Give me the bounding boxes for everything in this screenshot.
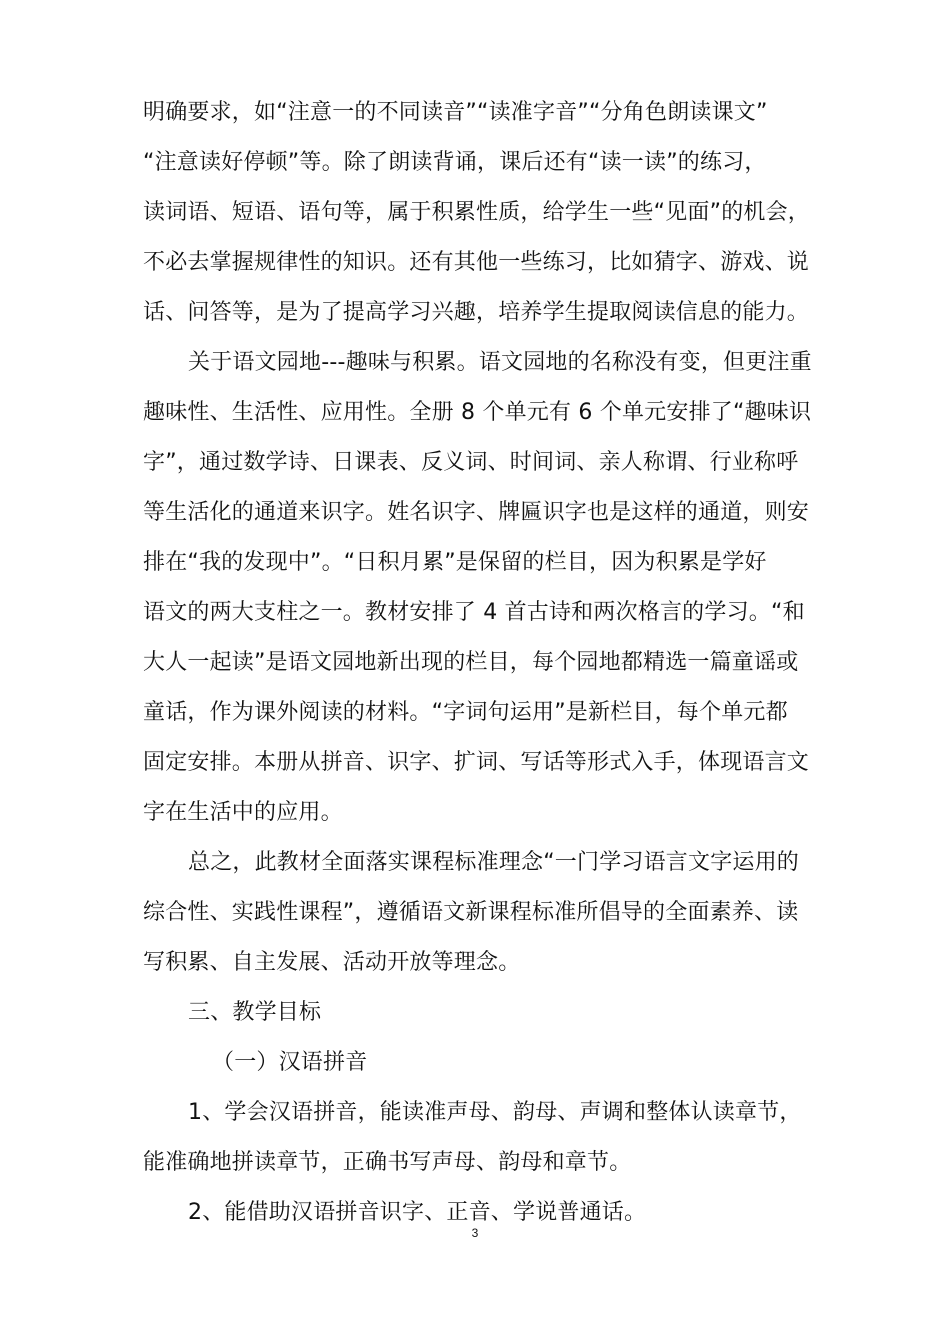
- paragraph-line: 字”，通过数学诗、日课表、反义词、时间词、亲人称谓、行业称呼: [143, 450, 799, 475]
- section-heading: 三、教学目标: [188, 1000, 322, 1025]
- paragraph-line: 不必去掌握规律性的知识。还有其他一些练习，比如猜字、游戏、说: [143, 250, 810, 275]
- paragraph-line: 字在生活中的应用。: [143, 800, 343, 825]
- subsection-heading: （一）汉语拼音: [212, 1050, 368, 1075]
- paragraph-line: 排在“我的发现中”。“日积月累”是保留的栏目，因为积累是学好: [143, 550, 767, 575]
- list-item-line: 2、能借助汉语拼音识字、正音、学说普通话。: [188, 1200, 647, 1225]
- paragraph-line: 童话，作为课外阅读的材料。“字词句运用”是新栏目，每个单元都: [143, 700, 788, 725]
- paragraph-line: 写积累、自主发展、活动开放等理念。: [143, 950, 521, 975]
- paragraph-line: 固定安排。本册从拼音、识字、扩词、写话等形式入手，体现语言文: [143, 750, 810, 775]
- list-item-line: 1、学会汉语拼音，能读准声母、韵母、声调和整体认读章节，: [188, 1100, 802, 1125]
- paragraph-line: 综合性、实践性课程”，遵循语文新课程标准所倡导的全面素养、读: [143, 900, 799, 925]
- paragraph-line: 趣味性、生活性、应用性。全册 8 个单元有 6 个单元安排了“趣味识: [143, 400, 812, 425]
- paragraph-line: 明确要求，如“注意一的不同读音”“读准字音”“分角色朗读课文”: [143, 100, 768, 125]
- paragraph-line: 语文的两大支柱之一。教材安排了 4 首古诗和两次格言的学习。“和: [143, 600, 805, 625]
- paragraph-line: 话、问答等，是为了提高学习兴趣，培养学生提取阅读信息的能力。: [143, 300, 810, 325]
- paragraph-line: 关于语文园地---趣味与积累。语文园地的名称没有变，但更注重: [188, 350, 812, 375]
- paragraph-line: 读词语、短语、语句等，属于积累性质，给学生一些“见面”的机会，: [143, 200, 810, 225]
- paragraph-line: “注意读好停顿”等。除了朗读背诵，课后还有“读一读”的练习，: [143, 150, 767, 175]
- page-number: 3: [471, 1226, 479, 1240]
- paragraph-line: 大人一起读”是语文园地新出现的栏目，每个园地都精选一篇童谣或: [143, 650, 799, 675]
- paragraph-line: 等生活化的通道来识字。姓名识字、牌匾识字也是这样的通道，则安: [143, 500, 810, 525]
- paragraph-line: 总之，此教材全面落实课程标准理念“一门学习语言文字运用的: [188, 850, 799, 875]
- list-item-line: 能准确地拼读章节，正确书写声母、韵母和章节。: [143, 1150, 632, 1175]
